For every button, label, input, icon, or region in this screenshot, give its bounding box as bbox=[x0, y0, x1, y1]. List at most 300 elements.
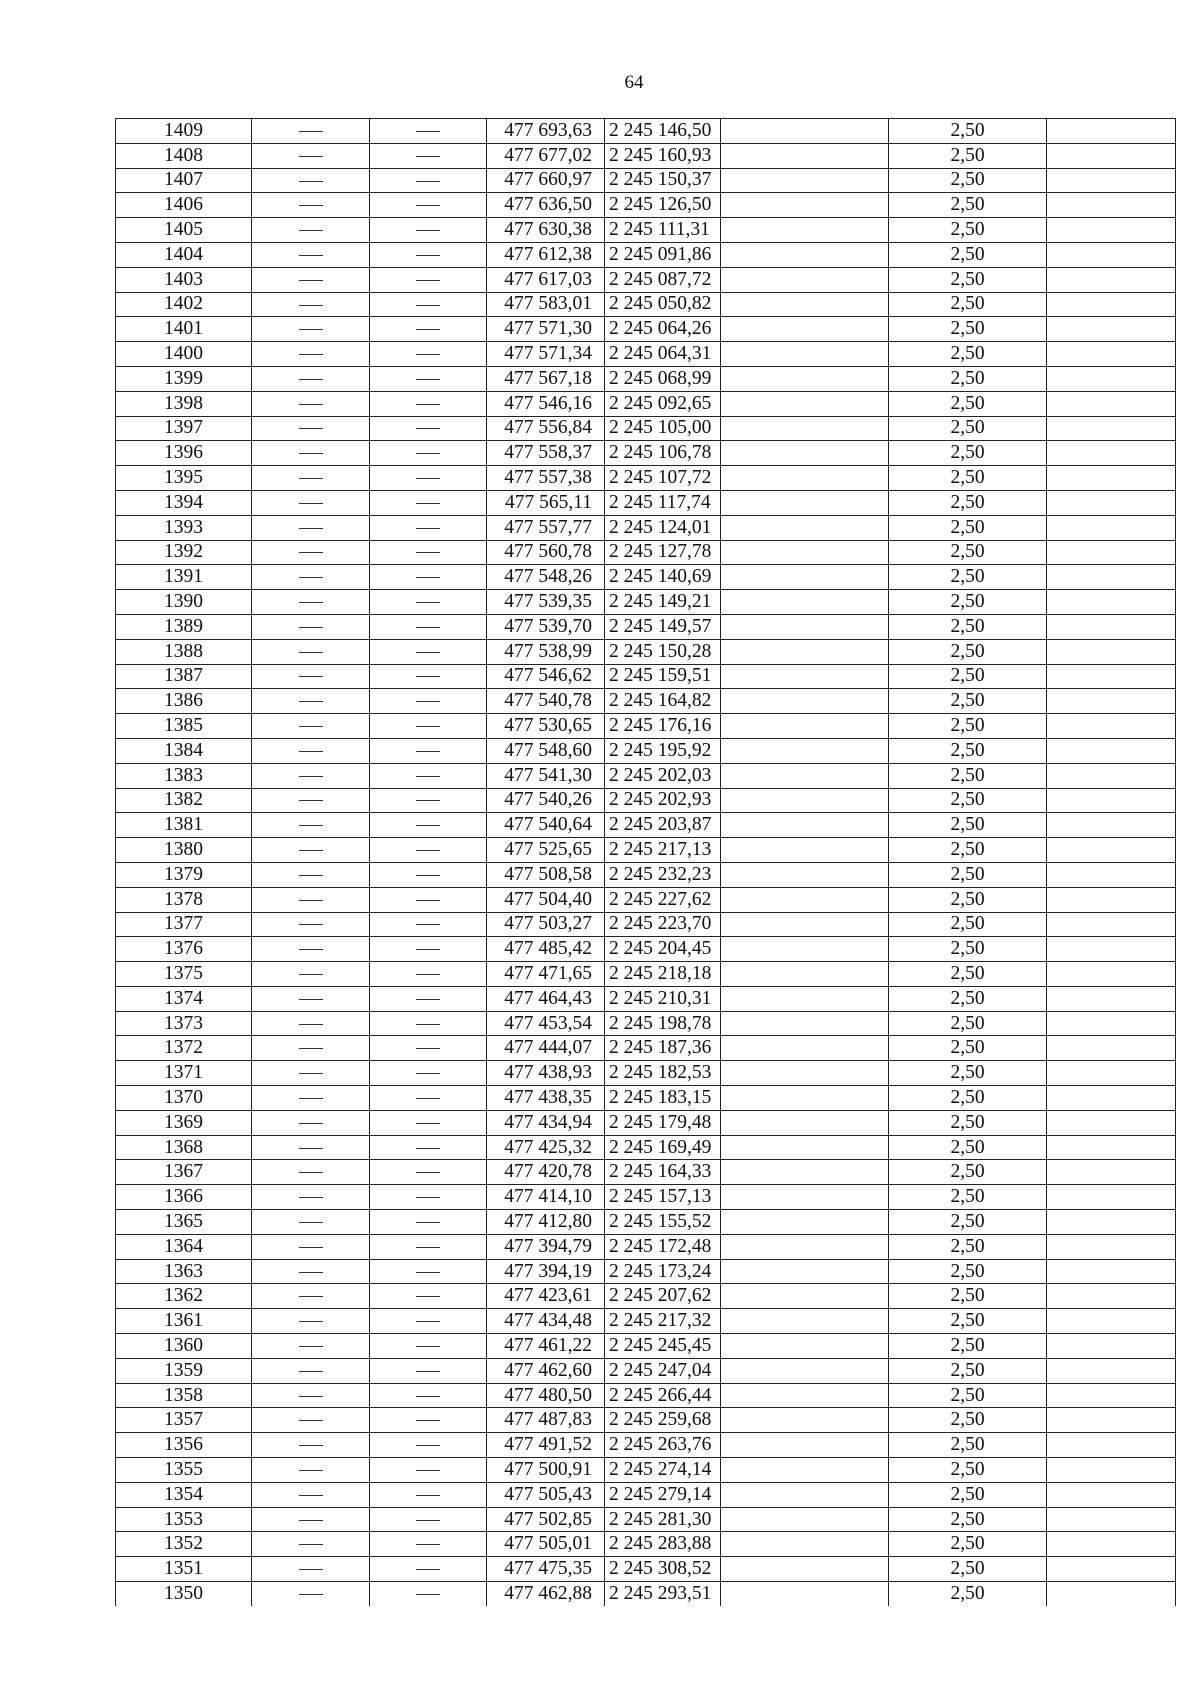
y-coordinate-cell: 2 245 227,62 bbox=[605, 887, 721, 912]
dash-cell bbox=[252, 862, 370, 887]
dash-mark bbox=[299, 1569, 323, 1570]
empty-cell bbox=[1047, 1210, 1176, 1235]
dash-cell bbox=[370, 1234, 487, 1259]
dash-mark bbox=[299, 379, 323, 380]
x-coordinate-cell: 477 571,30 bbox=[487, 317, 605, 342]
value-cell: 2,50 bbox=[889, 1458, 1047, 1483]
empty-cell bbox=[1047, 366, 1176, 391]
dash-cell bbox=[252, 763, 370, 788]
empty-cell bbox=[1047, 416, 1176, 441]
dash-cell bbox=[252, 515, 370, 540]
dash-cell bbox=[252, 490, 370, 515]
value-cell: 2,50 bbox=[889, 614, 1047, 639]
y-coordinate-cell: 2 245 149,57 bbox=[605, 614, 721, 639]
empty-cell bbox=[1047, 1433, 1176, 1458]
dash-cell bbox=[252, 714, 370, 739]
empty-cell bbox=[1047, 1259, 1176, 1284]
dash-cell bbox=[370, 292, 487, 317]
dash-mark bbox=[416, 1024, 440, 1025]
value-cell: 2,50 bbox=[889, 1383, 1047, 1408]
empty-cell bbox=[721, 937, 889, 962]
dash-cell bbox=[370, 962, 487, 987]
dash-cell bbox=[370, 1309, 487, 1334]
y-coordinate-cell: 2 245 092,65 bbox=[605, 391, 721, 416]
empty-cell bbox=[1047, 614, 1176, 639]
dash-mark bbox=[416, 305, 440, 306]
y-coordinate-cell: 2 245 245,45 bbox=[605, 1334, 721, 1359]
empty-cell bbox=[721, 1210, 889, 1235]
dash-cell bbox=[252, 342, 370, 367]
point-number-cell: 1364 bbox=[116, 1234, 252, 1259]
empty-cell bbox=[721, 912, 889, 937]
empty-cell bbox=[1047, 1234, 1176, 1259]
x-coordinate-cell: 477 475,35 bbox=[487, 1557, 605, 1582]
y-coordinate-cell: 2 245 157,13 bbox=[605, 1185, 721, 1210]
x-coordinate-cell: 477 538,99 bbox=[487, 639, 605, 664]
y-coordinate-cell: 2 245 176,16 bbox=[605, 714, 721, 739]
dash-mark bbox=[416, 1495, 440, 1496]
dash-cell bbox=[370, 738, 487, 763]
table-row bbox=[116, 1011, 1176, 1036]
value-cell: 2,50 bbox=[889, 1482, 1047, 1507]
dash-cell bbox=[252, 639, 370, 664]
x-coordinate-cell: 477 541,30 bbox=[487, 763, 605, 788]
empty-cell bbox=[1047, 887, 1176, 912]
value-cell: 2,50 bbox=[889, 342, 1047, 367]
x-coordinate-cell: 477 557,38 bbox=[487, 466, 605, 491]
dash-mark bbox=[299, 453, 323, 454]
dash-cell bbox=[252, 1086, 370, 1111]
dash-cell bbox=[252, 590, 370, 615]
dash-mark bbox=[299, 428, 323, 429]
dash-cell bbox=[252, 1234, 370, 1259]
dash-mark bbox=[299, 999, 323, 1000]
value-cell: 2,50 bbox=[889, 862, 1047, 887]
dash-mark bbox=[299, 528, 323, 529]
dash-mark bbox=[416, 404, 440, 405]
table-row bbox=[116, 714, 1176, 739]
dash-cell bbox=[252, 738, 370, 763]
value-cell: 2,50 bbox=[889, 689, 1047, 714]
dash-mark bbox=[299, 850, 323, 851]
table-row bbox=[116, 1383, 1176, 1408]
y-coordinate-cell: 2 245 308,52 bbox=[605, 1557, 721, 1582]
value-cell: 2,50 bbox=[889, 1234, 1047, 1259]
x-coordinate-cell: 477 539,35 bbox=[487, 590, 605, 615]
table-row bbox=[116, 639, 1176, 664]
dash-cell bbox=[370, 242, 487, 267]
y-coordinate-cell: 2 245 283,88 bbox=[605, 1532, 721, 1557]
point-number-cell: 1389 bbox=[116, 614, 252, 639]
dash-mark bbox=[299, 1371, 323, 1372]
table-row bbox=[116, 1433, 1176, 1458]
dash-cell bbox=[370, 862, 487, 887]
empty-cell bbox=[721, 1036, 889, 1061]
empty-cell bbox=[721, 565, 889, 590]
dash-cell bbox=[252, 937, 370, 962]
table-row bbox=[116, 763, 1176, 788]
empty-cell bbox=[721, 1433, 889, 1458]
empty-cell bbox=[1047, 639, 1176, 664]
dash-mark bbox=[416, 354, 440, 355]
dash-mark bbox=[416, 875, 440, 876]
dash-mark bbox=[299, 1296, 323, 1297]
dash-cell bbox=[252, 788, 370, 813]
dash-mark bbox=[416, 503, 440, 504]
empty-cell bbox=[1047, 912, 1176, 937]
empty-cell bbox=[721, 242, 889, 267]
dash-mark bbox=[416, 1544, 440, 1545]
empty-cell bbox=[721, 342, 889, 367]
value-cell: 2,50 bbox=[889, 738, 1047, 763]
table-row bbox=[116, 292, 1176, 317]
table-row bbox=[116, 1061, 1176, 1086]
dash-mark bbox=[416, 528, 440, 529]
point-number-cell: 1380 bbox=[116, 838, 252, 863]
dash-cell bbox=[370, 342, 487, 367]
dash-mark bbox=[416, 131, 440, 132]
value-cell: 2,50 bbox=[889, 515, 1047, 540]
empty-cell bbox=[1047, 862, 1176, 887]
y-coordinate-cell: 2 245 204,45 bbox=[605, 937, 721, 962]
dash-mark bbox=[299, 255, 323, 256]
empty-cell bbox=[721, 763, 889, 788]
value-cell: 2,50 bbox=[889, 1582, 1047, 1606]
table-row bbox=[116, 1259, 1176, 1284]
value-cell: 2,50 bbox=[889, 540, 1047, 565]
table-row bbox=[116, 862, 1176, 887]
table-row bbox=[116, 689, 1176, 714]
empty-cell bbox=[721, 788, 889, 813]
dash-mark bbox=[299, 478, 323, 479]
table-row bbox=[116, 466, 1176, 491]
dash-cell bbox=[370, 1507, 487, 1532]
dash-cell bbox=[370, 1482, 487, 1507]
dash-mark bbox=[299, 825, 323, 826]
point-number-cell: 1407 bbox=[116, 168, 252, 193]
table-row bbox=[116, 986, 1176, 1011]
dash-cell bbox=[370, 1160, 487, 1185]
table-row bbox=[116, 1036, 1176, 1061]
dash-cell bbox=[370, 1408, 487, 1433]
value-cell: 2,50 bbox=[889, 1135, 1047, 1160]
empty-cell bbox=[1047, 738, 1176, 763]
dash-cell bbox=[252, 1036, 370, 1061]
dash-cell bbox=[370, 466, 487, 491]
dash-cell bbox=[252, 912, 370, 937]
dash-mark bbox=[416, 1123, 440, 1124]
empty-cell bbox=[721, 1582, 889, 1606]
y-coordinate-cell: 2 245 266,44 bbox=[605, 1383, 721, 1408]
x-coordinate-cell: 477 505,01 bbox=[487, 1532, 605, 1557]
empty-cell bbox=[721, 466, 889, 491]
dash-cell bbox=[370, 1135, 487, 1160]
table-row bbox=[116, 590, 1176, 615]
table-row bbox=[116, 317, 1176, 342]
dash-mark bbox=[299, 602, 323, 603]
table-row bbox=[116, 441, 1176, 466]
empty-cell bbox=[1047, 838, 1176, 863]
point-number-cell: 1356 bbox=[116, 1433, 252, 1458]
empty-cell bbox=[721, 416, 889, 441]
dash-mark bbox=[299, 1346, 323, 1347]
value-cell: 2,50 bbox=[889, 838, 1047, 863]
dash-mark bbox=[416, 552, 440, 553]
dash-cell bbox=[252, 267, 370, 292]
dash-mark bbox=[416, 1048, 440, 1049]
y-coordinate-cell: 2 245 203,87 bbox=[605, 813, 721, 838]
dash-cell bbox=[252, 1557, 370, 1582]
empty-cell bbox=[1047, 788, 1176, 813]
dash-cell bbox=[252, 1532, 370, 1557]
value-cell: 2,50 bbox=[889, 1532, 1047, 1557]
empty-cell bbox=[721, 490, 889, 515]
empty-cell bbox=[1047, 466, 1176, 491]
dash-cell bbox=[252, 441, 370, 466]
table-row bbox=[116, 1507, 1176, 1532]
dash-mark bbox=[416, 428, 440, 429]
point-number-cell: 1379 bbox=[116, 862, 252, 887]
empty-cell bbox=[1047, 1408, 1176, 1433]
x-coordinate-cell: 477 502,85 bbox=[487, 1507, 605, 1532]
dash-mark bbox=[416, 1197, 440, 1198]
dash-cell bbox=[370, 1557, 487, 1582]
page-number: 64 bbox=[624, 72, 644, 93]
point-number-cell: 1387 bbox=[116, 664, 252, 689]
y-coordinate-cell: 2 245 127,78 bbox=[605, 540, 721, 565]
x-coordinate-cell: 477 503,27 bbox=[487, 912, 605, 937]
dash-mark bbox=[416, 478, 440, 479]
empty-cell bbox=[1047, 1284, 1176, 1309]
y-coordinate-cell: 2 245 149,21 bbox=[605, 590, 721, 615]
dash-cell bbox=[252, 1433, 370, 1458]
value-cell: 2,50 bbox=[889, 639, 1047, 664]
empty-cell bbox=[1047, 714, 1176, 739]
empty-cell bbox=[721, 962, 889, 987]
empty-cell bbox=[721, 1234, 889, 1259]
point-number-cell: 1353 bbox=[116, 1507, 252, 1532]
value-cell: 2,50 bbox=[889, 1061, 1047, 1086]
dash-cell bbox=[370, 1458, 487, 1483]
dash-cell bbox=[370, 838, 487, 863]
coordinates-table bbox=[115, 118, 1176, 1606]
value-cell: 2,50 bbox=[889, 1408, 1047, 1433]
value-cell: 2,50 bbox=[889, 813, 1047, 838]
dash-cell bbox=[370, 986, 487, 1011]
point-number-cell: 1376 bbox=[116, 937, 252, 962]
empty-cell bbox=[1047, 1160, 1176, 1185]
table-row bbox=[116, 1334, 1176, 1359]
empty-cell bbox=[721, 1011, 889, 1036]
value-cell: 2,50 bbox=[889, 763, 1047, 788]
point-number-cell: 1381 bbox=[116, 813, 252, 838]
x-coordinate-cell: 477 462,60 bbox=[487, 1358, 605, 1383]
dash-mark bbox=[299, 924, 323, 925]
x-coordinate-cell: 477 548,60 bbox=[487, 738, 605, 763]
y-coordinate-cell: 2 245 202,93 bbox=[605, 788, 721, 813]
empty-cell bbox=[1047, 1086, 1176, 1111]
dash-cell bbox=[252, 391, 370, 416]
empty-cell bbox=[1047, 515, 1176, 540]
x-coordinate-cell: 477 636,50 bbox=[487, 193, 605, 218]
empty-cell bbox=[1047, 317, 1176, 342]
y-coordinate-cell: 2 245 173,24 bbox=[605, 1259, 721, 1284]
dash-cell bbox=[252, 1358, 370, 1383]
value-cell: 2,50 bbox=[889, 1557, 1047, 1582]
empty-cell bbox=[1047, 1135, 1176, 1160]
value-cell: 2,50 bbox=[889, 267, 1047, 292]
dash-mark bbox=[416, 1346, 440, 1347]
empty-cell bbox=[721, 664, 889, 689]
y-coordinate-cell: 2 245 182,53 bbox=[605, 1061, 721, 1086]
dash-mark bbox=[299, 181, 323, 182]
y-coordinate-cell: 2 245 155,52 bbox=[605, 1210, 721, 1235]
empty-cell bbox=[721, 267, 889, 292]
dash-cell bbox=[252, 962, 370, 987]
dash-mark bbox=[299, 676, 323, 677]
dash-cell bbox=[252, 1582, 370, 1606]
y-coordinate-cell: 2 245 207,62 bbox=[605, 1284, 721, 1309]
empty-cell bbox=[721, 1458, 889, 1483]
value-cell: 2,50 bbox=[889, 193, 1047, 218]
empty-cell bbox=[721, 143, 889, 168]
point-number-cell: 1393 bbox=[116, 515, 252, 540]
table-row bbox=[116, 1582, 1176, 1606]
dash-cell bbox=[252, 218, 370, 243]
dash-cell bbox=[252, 1210, 370, 1235]
empty-cell bbox=[721, 1358, 889, 1383]
dash-cell bbox=[252, 1160, 370, 1185]
value-cell: 2,50 bbox=[889, 788, 1047, 813]
table-row bbox=[116, 119, 1176, 144]
point-number-cell: 1372 bbox=[116, 1036, 252, 1061]
table-row bbox=[116, 1408, 1176, 1433]
empty-cell bbox=[1047, 168, 1176, 193]
dash-cell bbox=[252, 119, 370, 144]
x-coordinate-cell: 477 571,34 bbox=[487, 342, 605, 367]
empty-cell bbox=[721, 193, 889, 218]
dash-cell bbox=[370, 614, 487, 639]
x-coordinate-cell: 477 438,93 bbox=[487, 1061, 605, 1086]
table-row bbox=[116, 1458, 1176, 1483]
empty-cell bbox=[1047, 689, 1176, 714]
dash-mark bbox=[416, 1222, 440, 1223]
dash-cell bbox=[370, 664, 487, 689]
dash-mark bbox=[416, 453, 440, 454]
point-number-cell: 1382 bbox=[116, 788, 252, 813]
point-number-cell: 1368 bbox=[116, 1135, 252, 1160]
dash-cell bbox=[370, 1210, 487, 1235]
dash-mark bbox=[299, 404, 323, 405]
dash-cell bbox=[252, 143, 370, 168]
dash-mark bbox=[416, 701, 440, 702]
table-row bbox=[116, 143, 1176, 168]
y-coordinate-cell: 2 245 259,68 bbox=[605, 1408, 721, 1433]
point-number-cell: 1365 bbox=[116, 1210, 252, 1235]
table-row bbox=[116, 193, 1176, 218]
dash-mark bbox=[416, 850, 440, 851]
value-cell: 2,50 bbox=[889, 490, 1047, 515]
y-coordinate-cell: 2 245 105,00 bbox=[605, 416, 721, 441]
dash-cell bbox=[370, 1358, 487, 1383]
point-number-cell: 1375 bbox=[116, 962, 252, 987]
y-coordinate-cell: 2 245 210,31 bbox=[605, 986, 721, 1011]
dash-cell bbox=[370, 366, 487, 391]
empty-cell bbox=[721, 1507, 889, 1532]
value-cell: 2,50 bbox=[889, 143, 1047, 168]
dash-cell bbox=[252, 1061, 370, 1086]
value-cell: 2,50 bbox=[889, 1110, 1047, 1135]
x-coordinate-cell: 477 414,10 bbox=[487, 1185, 605, 1210]
y-coordinate-cell: 2 245 293,51 bbox=[605, 1582, 721, 1606]
empty-cell bbox=[1047, 962, 1176, 987]
point-number-cell: 1370 bbox=[116, 1086, 252, 1111]
dash-mark bbox=[416, 800, 440, 801]
dash-mark bbox=[416, 1396, 440, 1397]
empty-cell bbox=[721, 862, 889, 887]
empty-cell bbox=[1047, 1061, 1176, 1086]
dash-mark bbox=[416, 1371, 440, 1372]
empty-cell bbox=[1047, 391, 1176, 416]
dash-cell bbox=[252, 1135, 370, 1160]
x-coordinate-cell: 477 425,32 bbox=[487, 1135, 605, 1160]
table-row bbox=[116, 391, 1176, 416]
dash-cell bbox=[370, 267, 487, 292]
y-coordinate-cell: 2 245 198,78 bbox=[605, 1011, 721, 1036]
value-cell: 2,50 bbox=[889, 416, 1047, 441]
dash-cell bbox=[370, 1185, 487, 1210]
empty-cell bbox=[721, 1309, 889, 1334]
y-coordinate-cell: 2 245 150,28 bbox=[605, 639, 721, 664]
x-coordinate-cell: 477 434,48 bbox=[487, 1309, 605, 1334]
empty-cell bbox=[1047, 763, 1176, 788]
y-coordinate-cell: 2 245 064,31 bbox=[605, 342, 721, 367]
empty-cell bbox=[721, 391, 889, 416]
value-cell: 2,50 bbox=[889, 1160, 1047, 1185]
empty-cell bbox=[721, 1482, 889, 1507]
empty-cell bbox=[1047, 1458, 1176, 1483]
empty-cell bbox=[721, 1284, 889, 1309]
table-row bbox=[116, 1086, 1176, 1111]
y-coordinate-cell: 2 245 217,32 bbox=[605, 1309, 721, 1334]
dash-mark bbox=[416, 676, 440, 677]
dash-cell bbox=[370, 1110, 487, 1135]
y-coordinate-cell: 2 245 247,04 bbox=[605, 1358, 721, 1383]
dash-cell bbox=[252, 242, 370, 267]
empty-cell bbox=[721, 1086, 889, 1111]
value-cell: 2,50 bbox=[889, 1011, 1047, 1036]
dash-mark bbox=[416, 825, 440, 826]
dash-mark bbox=[299, 1197, 323, 1198]
point-number-cell: 1395 bbox=[116, 466, 252, 491]
dash-cell bbox=[370, 218, 487, 243]
empty-cell bbox=[721, 1383, 889, 1408]
table-row bbox=[116, 242, 1176, 267]
table-row bbox=[116, 1110, 1176, 1135]
y-coordinate-cell: 2 245 195,92 bbox=[605, 738, 721, 763]
dash-mark bbox=[299, 280, 323, 281]
empty-cell bbox=[721, 590, 889, 615]
value-cell: 2,50 bbox=[889, 1507, 1047, 1532]
dash-mark bbox=[416, 1073, 440, 1074]
dash-mark bbox=[416, 379, 440, 380]
table-row bbox=[116, 788, 1176, 813]
dash-mark bbox=[416, 577, 440, 578]
x-coordinate-cell: 477 693,63 bbox=[487, 119, 605, 144]
y-coordinate-cell: 2 245 172,48 bbox=[605, 1234, 721, 1259]
dash-mark bbox=[299, 1024, 323, 1025]
table-row bbox=[116, 1309, 1176, 1334]
